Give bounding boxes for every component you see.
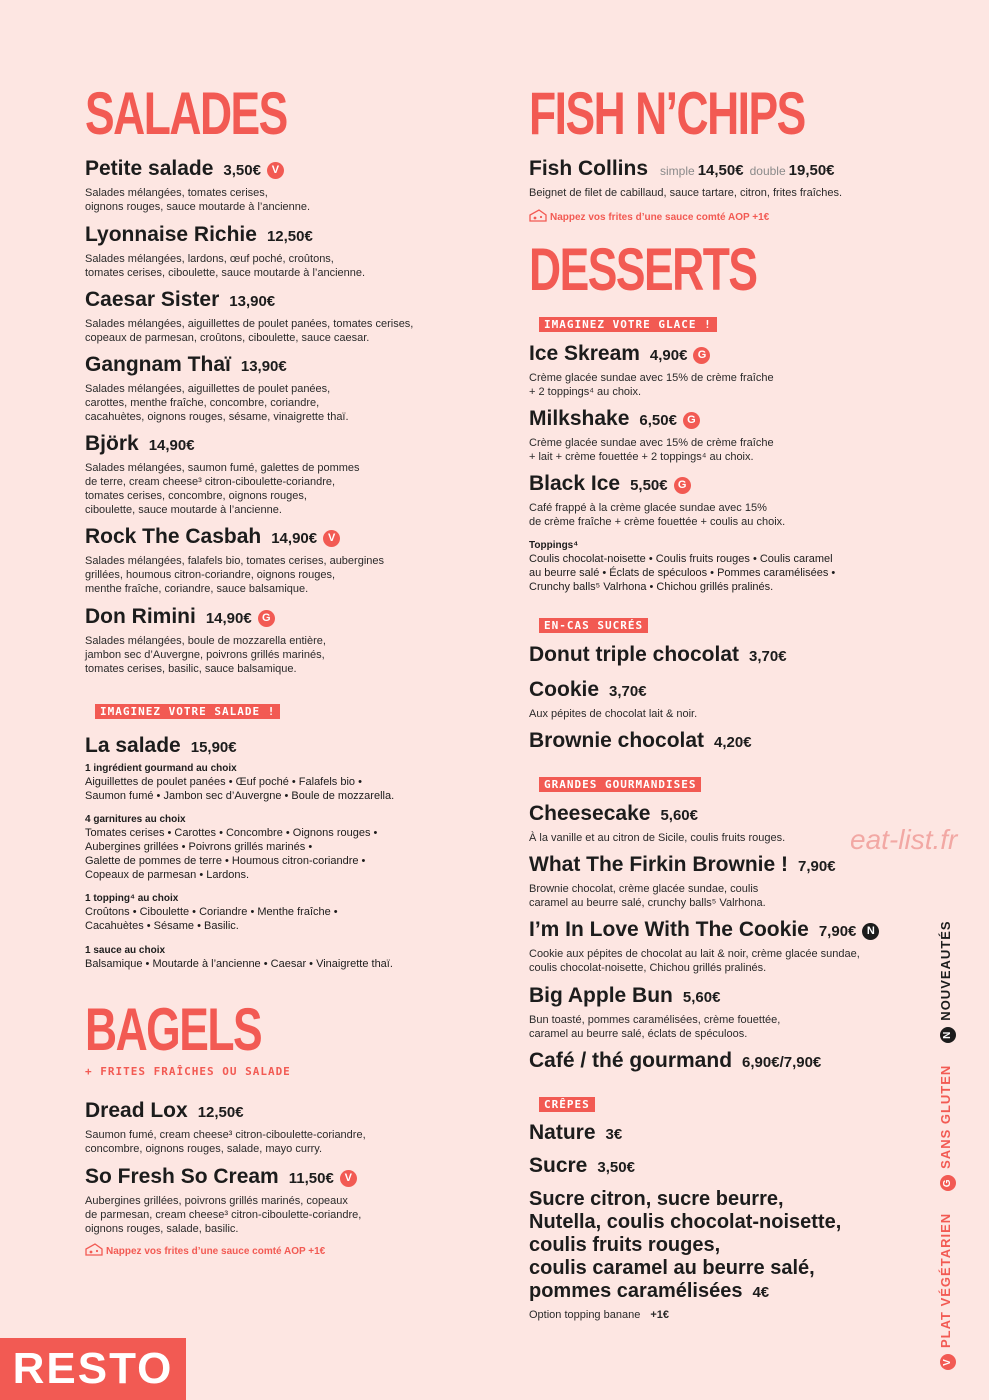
item-price: 12,50€: [266, 228, 313, 245]
item-price: 7,90€: [798, 858, 836, 875]
imaginez-glace-tag: IMAGINEZ VOTRE GLACE !: [539, 317, 717, 332]
item-desc: Café frappé à la crème glacée sundae avec 15% de crème fraîche + crème fouettée + coulis au choix.: [529, 502, 786, 528]
option-body: Balsamique • Moutarde à l’ancienne • Caesar • Vinaigrette thaï.: [85, 958, 393, 970]
encas-tag: EN-CAS SUCRÉS: [539, 618, 648, 633]
item-price: 5,50€: [630, 477, 668, 494]
size-label: simple: [660, 164, 695, 178]
item-price: 19,50€: [788, 162, 835, 179]
gluten-free-icon: G: [683, 412, 700, 429]
option-body: Tomates cerises • Carottes • Concombre • Oignons rouges • Aubergines grillées • Poivrons grillés marinés • Galette de pommes de terre • Houmous citron-coriandre • Copeaux de parmesan • Lardons.: [85, 827, 378, 881]
item-name: Black Ice: [529, 472, 621, 495]
resto-label: RESTO: [0, 1338, 186, 1400]
gluten-free-icon: G: [940, 1175, 956, 1191]
vegetarian-icon: V: [340, 1170, 357, 1187]
menu-item: [529, 853, 919, 910]
menu-item: [529, 1154, 919, 1180]
menu-item: [529, 984, 919, 1041]
item-name: Donut triple chocolat: [529, 643, 739, 666]
vegetarian-icon: V: [323, 530, 340, 547]
item-name: Fish Collins: [529, 157, 649, 180]
item-desc: Saumon fumé, cream cheese³ citron-ciboulette-coriandre, concombre, oignons rouges, salade, mayo curry.: [85, 1129, 366, 1155]
bagels-subtitle: + FRITES FRAÎCHES OU SALADE: [85, 1065, 291, 1078]
item-desc: Salades mélangées, falafels bio, tomates cerises, aubergines grillées, houmous citron-coriandre, oignons rouges, menthe fraîche, coriandre, sauce balsamique.: [85, 555, 385, 595]
item-name: Sucre: [529, 1154, 588, 1177]
item-price: 4€: [752, 1284, 770, 1301]
menu-item: [85, 432, 485, 517]
item-price: 3,70€: [609, 683, 647, 700]
item-price: 4,90€: [649, 347, 688, 364]
menu-item: [85, 288, 485, 345]
option-group: [85, 892, 485, 933]
cheese-icon: [85, 1243, 103, 1257]
size-label: double: [749, 164, 786, 178]
cheese-icon: [529, 209, 547, 223]
item-price: 5,60€: [682, 989, 721, 1006]
option-body: Coulis chocolat-noisette • Coulis fruits rouges • Coulis caramel au beurre salé • Éclats de spéculoos • Pommes caramélisées • Crunchy balls⁵ Valrhona • Chichou grillés pralinés.: [529, 553, 836, 593]
menu-item: [529, 729, 919, 755]
item-name: I’m In Love With The Cookie: [529, 918, 809, 941]
item-desc: Bun toasté, pommes caramélisées, crème fouettée, caramel au beurre salé, éclats de spéculoos.: [529, 1014, 781, 1040]
item-price: 7,90€: [818, 923, 857, 940]
item-name: La salade: [85, 734, 181, 757]
item-name: Gangnam Thaï: [85, 353, 231, 376]
item-name: Nature: [529, 1121, 596, 1144]
menu-item: [85, 223, 485, 280]
item-price: 4,20€: [714, 734, 752, 751]
crepes-tag: CRÊPES: [539, 1097, 595, 1112]
item-price: 6,50€: [639, 412, 677, 429]
item-price: 15,90€: [190, 739, 237, 756]
menu-item: [85, 157, 485, 214]
new-icon: N: [862, 923, 879, 940]
option-label: Option topping banane: [529, 1309, 641, 1321]
menu-item: [85, 525, 485, 596]
item-name: Caesar Sister: [85, 288, 220, 311]
item-name: So Fresh So Cream: [85, 1165, 279, 1188]
fish-title: FISH N’CHIPS: [529, 80, 805, 147]
item-desc: Salades mélangées, aiguillettes de poulet panées, tomates cerises, copeaux de parmesan, croûtons, ciboulette, sauce caesar.: [85, 318, 414, 344]
item-price: 3€: [605, 1126, 623, 1143]
menu-item: [529, 472, 919, 529]
vegetarian-icon: V: [940, 1354, 956, 1370]
option-price: +1€: [650, 1309, 669, 1321]
item-price: 14,90€: [148, 437, 195, 454]
item-name: Björk: [85, 432, 139, 455]
legend-label: NOUVEAUTÉS: [938, 920, 953, 1021]
item-price: 13,90€: [229, 293, 276, 310]
bagels-title: BAGELS: [85, 996, 262, 1063]
option-head: Toppings⁴: [529, 540, 579, 551]
menu-item: [85, 1165, 485, 1236]
item-price: 6,90€/7,90€: [742, 1054, 822, 1071]
menu-item: [85, 605, 485, 676]
item-name: Cookie: [529, 678, 600, 701]
item-name: Petite salade: [85, 157, 214, 180]
menu-item: [85, 353, 485, 424]
option-group: [85, 813, 485, 882]
item-price: 11,50€: [288, 1170, 334, 1187]
item-desc: Brownie chocolat, crème glacée sundae, coulis caramel au beurre salé, crunchy balls⁵ Valrhona.: [529, 883, 766, 909]
item-name: Big Apple Bun: [529, 984, 673, 1007]
item-desc: Crème glacée sundae avec 15% de crème fraîche + lait + crème fouettée + 2 toppings⁴ au choix.: [529, 437, 774, 463]
option-head: 1 sauce au choix: [85, 945, 166, 956]
menu-item: [529, 678, 919, 721]
item-desc: Cookie aux pépites de chocolat au lait & noir, crème glacée sundae, coulis chocolat-noisette, Chichou grillés pralinés.: [529, 948, 860, 974]
item-name: Brownie chocolat: [529, 729, 705, 752]
item-desc: Salades mélangées, lardons, œuf poché, croûtons, tomates cerises, ciboulette, sauce moutarde à l’ancienne.: [85, 253, 366, 279]
item-desc: Salades mélangées, tomates cerises, oignons rouges, sauce moutarde à l’ancienne.: [85, 187, 311, 213]
option-head: 4 garnitures au choix: [85, 814, 186, 825]
new-icon: N: [940, 1027, 956, 1043]
item-desc: Salades mélangées, aiguillettes de poulet panées, carottes, menthe fraîche, concombre, coriandre, cacahuètes, oignons rouges, sésame, vinaigrette thaï.: [85, 383, 349, 423]
gluten-free-icon: G: [693, 347, 710, 364]
vegetarian-icon: V: [267, 162, 284, 179]
item-name: Café / thé gourmand: [529, 1049, 733, 1072]
menu-item: [529, 1049, 919, 1075]
watermark: eat-list.fr: [850, 824, 958, 855]
item-desc: Aux pépites de chocolat lait & noir.: [529, 708, 698, 720]
item-price: 3,50€: [597, 1159, 635, 1176]
item-price: 14,90€: [271, 530, 318, 547]
desserts-title: DESSERTS: [529, 236, 757, 303]
menu-item: [529, 643, 919, 669]
option-head: 1 ingrédient gourmand au choix: [85, 763, 237, 774]
item-price: 5,60€: [660, 807, 698, 824]
item-desc: Beignet de filet de cabillaud, sauce tartare, citron, frites fraîches.: [529, 187, 843, 199]
menu-item: [85, 734, 485, 760]
item-name: What The Firkin Brownie !: [529, 853, 789, 876]
item-price: 3,70€: [749, 648, 787, 665]
menu-item: [529, 342, 919, 399]
item-price: 14,50€: [697, 162, 744, 179]
cheese-promo: Nappez vos frites d’une sauce comté AOP +1€: [85, 1243, 325, 1257]
menu-item: [529, 1121, 919, 1147]
option-group: [85, 762, 485, 803]
legend-label: PLAT VÉGÉTARIEN: [938, 1212, 953, 1348]
gluten-free-icon: G: [258, 610, 275, 627]
gluten-free-icon: G: [674, 477, 691, 494]
option-group: [85, 944, 485, 971]
item-desc: Salades mélangées, saumon fumé, galettes de pommes de terre, cream cheese³ citron-ciboulette-coriandre, tomates cerises, concombre, oignons rouges, ciboulette, sauce moutarde à l’ancienne.: [85, 462, 360, 516]
option-body: Croûtons • Ciboulette • Coriandre • Menthe fraîche • Cacahuètes • Sésame • Basilic.: [85, 906, 338, 932]
item-price: 13,90€: [240, 358, 287, 375]
item-desc: Aubergines grillées, poivrons grillés marinés, copeaux de parmesan, cream cheese³ citron-ciboulette-coriandre, oignons rouges, salade, basilic.: [85, 1195, 362, 1235]
item-name: Cheesecake: [529, 802, 651, 825]
salades-title: SALADES: [85, 80, 287, 147]
option-body: Aiguillettes de poulet panées • Œuf poché • Falafels bio • Saumon fumé • Jambon sec d’Auvergne • Boule de mozzarella.: [85, 776, 395, 802]
item-name: Don Rimini: [85, 605, 196, 628]
item-name: Ice Skream: [529, 342, 640, 365]
crepes-garnish-item: Sucre citron, sucre beurre, Nutella, coulis chocolat-noisette, coulis fruits rouges, coulis caramel au beurre salé, pommes caramélisées 4€ Option topping banane +1€: [529, 1188, 842, 1321]
legend: [938, 898, 956, 1370]
imaginez-salade-tag: IMAGINEZ VOTRE SALADE !: [95, 704, 280, 719]
item-desc: Crème glacée sundae avec 15% de crème fraîche + 2 toppings⁴ au choix.: [529, 372, 774, 398]
item-price: 14,90€: [205, 610, 252, 627]
menu-item: [529, 407, 919, 464]
item-price: 3,50€: [223, 162, 261, 179]
item-name: Milkshake: [529, 407, 630, 430]
menu-item: [529, 918, 919, 975]
grandes-tag: GRANDES GOURMANDISES: [539, 777, 701, 792]
toppings-group: [529, 539, 919, 594]
item-price: 12,50€: [197, 1104, 244, 1121]
menu-item: [85, 1099, 485, 1156]
legend-label: SANS GLUTEN: [938, 1064, 953, 1169]
item-desc: À la vanille et au citron de Sicile, coulis fruits rouges.: [529, 832, 786, 844]
item-name: Lyonnaise Richie: [85, 223, 257, 246]
option-head: 1 topping⁴ au choix: [85, 893, 179, 904]
item-name: Dread Lox: [85, 1099, 188, 1122]
menu-item: [529, 157, 919, 200]
cheese-promo: Nappez vos frites d’une sauce comté AOP +1€: [529, 209, 769, 223]
item-desc: Salades mélangées, boule de mozzarella entière, jambon sec d’Auvergne, poivrons grillés marinés, tomates cerises, basilic, sauce balsamique.: [85, 635, 326, 675]
item-name: Rock The Casbah: [85, 525, 262, 548]
